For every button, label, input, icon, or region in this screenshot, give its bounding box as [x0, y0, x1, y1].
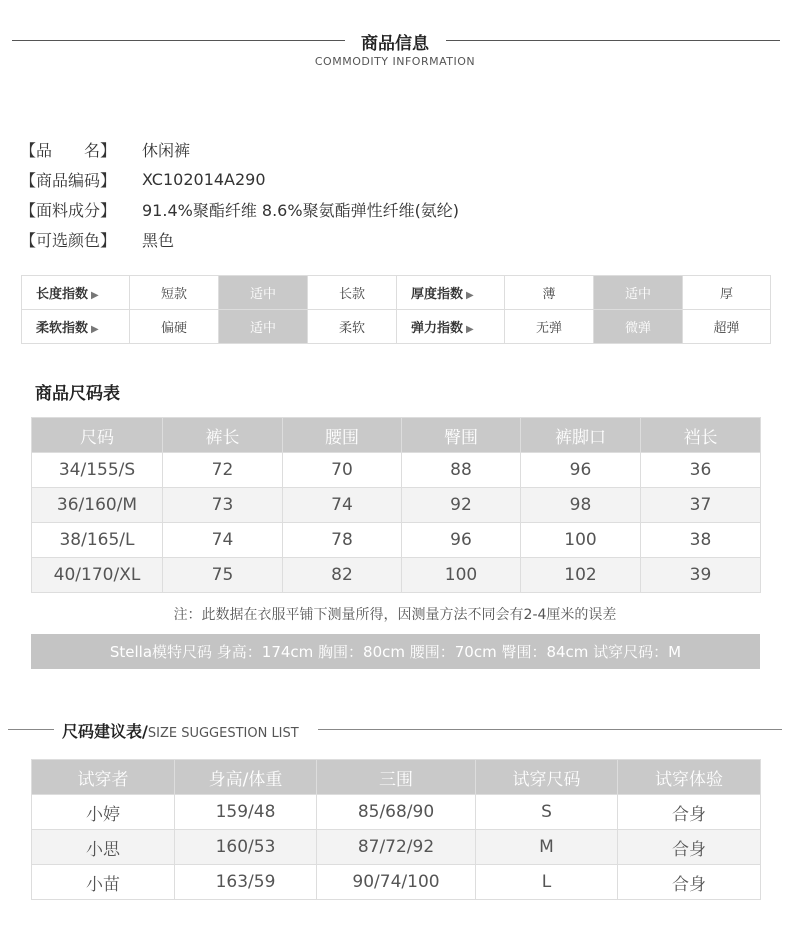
table-cell: 36	[641, 453, 761, 488]
index-table	[21, 275, 771, 344]
table-cell: 38	[641, 523, 761, 558]
triangle-right-icon: ▶	[466, 290, 474, 301]
index-row	[22, 310, 771, 344]
index-option-selected: 适中	[219, 276, 308, 310]
table-header-cell: 试穿体验	[618, 760, 761, 795]
table-cell: 合身	[618, 830, 761, 865]
table-cell: 小思	[32, 830, 175, 865]
info-label: 【商品编码】	[20, 170, 117, 190]
table-row	[32, 488, 761, 523]
table-cell: 37	[641, 488, 761, 523]
info-row-name	[20, 134, 459, 164]
table-cell: 34/155/S	[32, 453, 163, 488]
table-row	[32, 830, 761, 865]
triangle-right-icon: ▶	[466, 324, 474, 335]
suggestion-line-right	[318, 729, 782, 730]
table-cell: 90/74/100	[317, 865, 476, 900]
index-option-selected: 适中	[219, 310, 308, 344]
table-cell: 100	[402, 558, 521, 593]
index-option: 柔软	[308, 310, 397, 344]
table-cell: M	[476, 830, 618, 865]
table-cell: 73	[163, 488, 283, 523]
info-value: 91.4%聚酯纤维 8.6%聚氨酯弹性纤维(氨纶)	[142, 200, 460, 220]
table-header-cell: 臀围	[402, 418, 521, 453]
index-option: 薄	[505, 276, 594, 310]
table-cell: 合身	[618, 865, 761, 900]
table-cell: 163/59	[175, 865, 317, 900]
suggestion-line-left	[8, 729, 54, 730]
table-cell: 96	[402, 523, 521, 558]
info-row-fabric	[20, 194, 459, 224]
info-label: 【面料成分】	[20, 200, 117, 220]
table-row	[32, 795, 761, 830]
index-label-length: 长度指数 ▶	[22, 276, 130, 310]
table-header-cell: 试穿尺码	[476, 760, 618, 795]
table-cell: 92	[402, 488, 521, 523]
table-cell: 98	[521, 488, 641, 523]
suggestion-title-cn: 尺码建议表/	[62, 722, 148, 741]
table-row	[32, 453, 761, 488]
size-table-title: 商品尺码表	[35, 384, 120, 404]
table-cell: 74	[163, 523, 283, 558]
table-row	[32, 523, 761, 558]
triangle-right-icon: ▶	[91, 290, 99, 301]
info-value: XC102014A290	[142, 169, 266, 189]
suggestion-title	[62, 719, 299, 742]
table-row	[32, 865, 761, 900]
page-title: 商品信息	[361, 34, 429, 54]
index-option: 超弹	[683, 310, 771, 344]
table-header-row	[32, 418, 761, 453]
table-cell: S	[476, 795, 618, 830]
model-size-banner: Stella模特尺码 身高：174cm 胸围：80cm 腰围：70cm 臀围：84cm 试穿尺码：M	[31, 634, 760, 669]
table-cell: 合身	[618, 795, 761, 830]
index-row	[22, 276, 771, 310]
table-row	[32, 558, 761, 593]
table-cell: 159/48	[175, 795, 317, 830]
table-header-cell: 尺码	[32, 418, 163, 453]
index-option: 厚	[683, 276, 771, 310]
info-row-code	[20, 164, 459, 194]
table-cell: 100	[521, 523, 641, 558]
index-option: 偏硬	[130, 310, 219, 344]
suggestion-table	[31, 759, 761, 900]
product-info-list	[20, 134, 459, 254]
table-header-cell: 腰围	[283, 418, 402, 453]
table-header-cell: 裤脚口	[521, 418, 641, 453]
table-cell: 85/68/90	[317, 795, 476, 830]
table-header-cell: 裤长	[163, 418, 283, 453]
table-cell: 82	[283, 558, 402, 593]
measurement-note: 注：此数据在衣服平铺下测量所得，因测量方法不同会有2-4厘米的误差	[173, 607, 617, 623]
table-cell: 75	[163, 558, 283, 593]
table-cell: 小苗	[32, 865, 175, 900]
info-label: 【品 名】	[20, 140, 117, 160]
index-label-softness: 柔软指数 ▶	[22, 310, 130, 344]
table-cell: 96	[521, 453, 641, 488]
index-option: 无弹	[505, 310, 594, 344]
index-option-selected: 微弹	[594, 310, 683, 344]
table-cell: 74	[283, 488, 402, 523]
table-cell: 小婷	[32, 795, 175, 830]
table-cell: L	[476, 865, 618, 900]
table-cell: 102	[521, 558, 641, 593]
table-cell: 88	[402, 453, 521, 488]
table-cell: 38/165/L	[32, 523, 163, 558]
table-header-cell: 三围	[317, 760, 476, 795]
index-label-elasticity: 弹力指数 ▶	[397, 310, 505, 344]
table-cell: 72	[163, 453, 283, 488]
page-subtitle: COMMODITY INFORMATION	[314, 55, 476, 68]
triangle-right-icon: ▶	[91, 324, 99, 335]
index-option-selected: 适中	[594, 276, 683, 310]
info-label: 【可选颜色】	[20, 230, 117, 250]
info-row-color	[20, 224, 459, 254]
table-cell: 70	[283, 453, 402, 488]
table-cell: 78	[283, 523, 402, 558]
table-cell: 160/53	[175, 830, 317, 865]
table-header-cell: 试穿者	[32, 760, 175, 795]
size-table	[31, 417, 761, 593]
table-header-row	[32, 760, 761, 795]
info-value: 黑色	[142, 230, 175, 250]
table-cell: 39	[641, 558, 761, 593]
table-cell: 40/170/XL	[32, 558, 163, 593]
suggestion-title-en: SIZE SUGGESTION LIST	[147, 726, 299, 741]
index-label-thickness: 厚度指数 ▶	[397, 276, 505, 310]
table-cell: 36/160/M	[32, 488, 163, 523]
table-header-cell: 裆长	[641, 418, 761, 453]
info-value: 休闲裤	[142, 140, 191, 160]
index-option: 短款	[130, 276, 219, 310]
table-cell: 87/72/92	[317, 830, 476, 865]
index-option: 长款	[308, 276, 397, 310]
table-header-cell: 身高/体重	[175, 760, 317, 795]
